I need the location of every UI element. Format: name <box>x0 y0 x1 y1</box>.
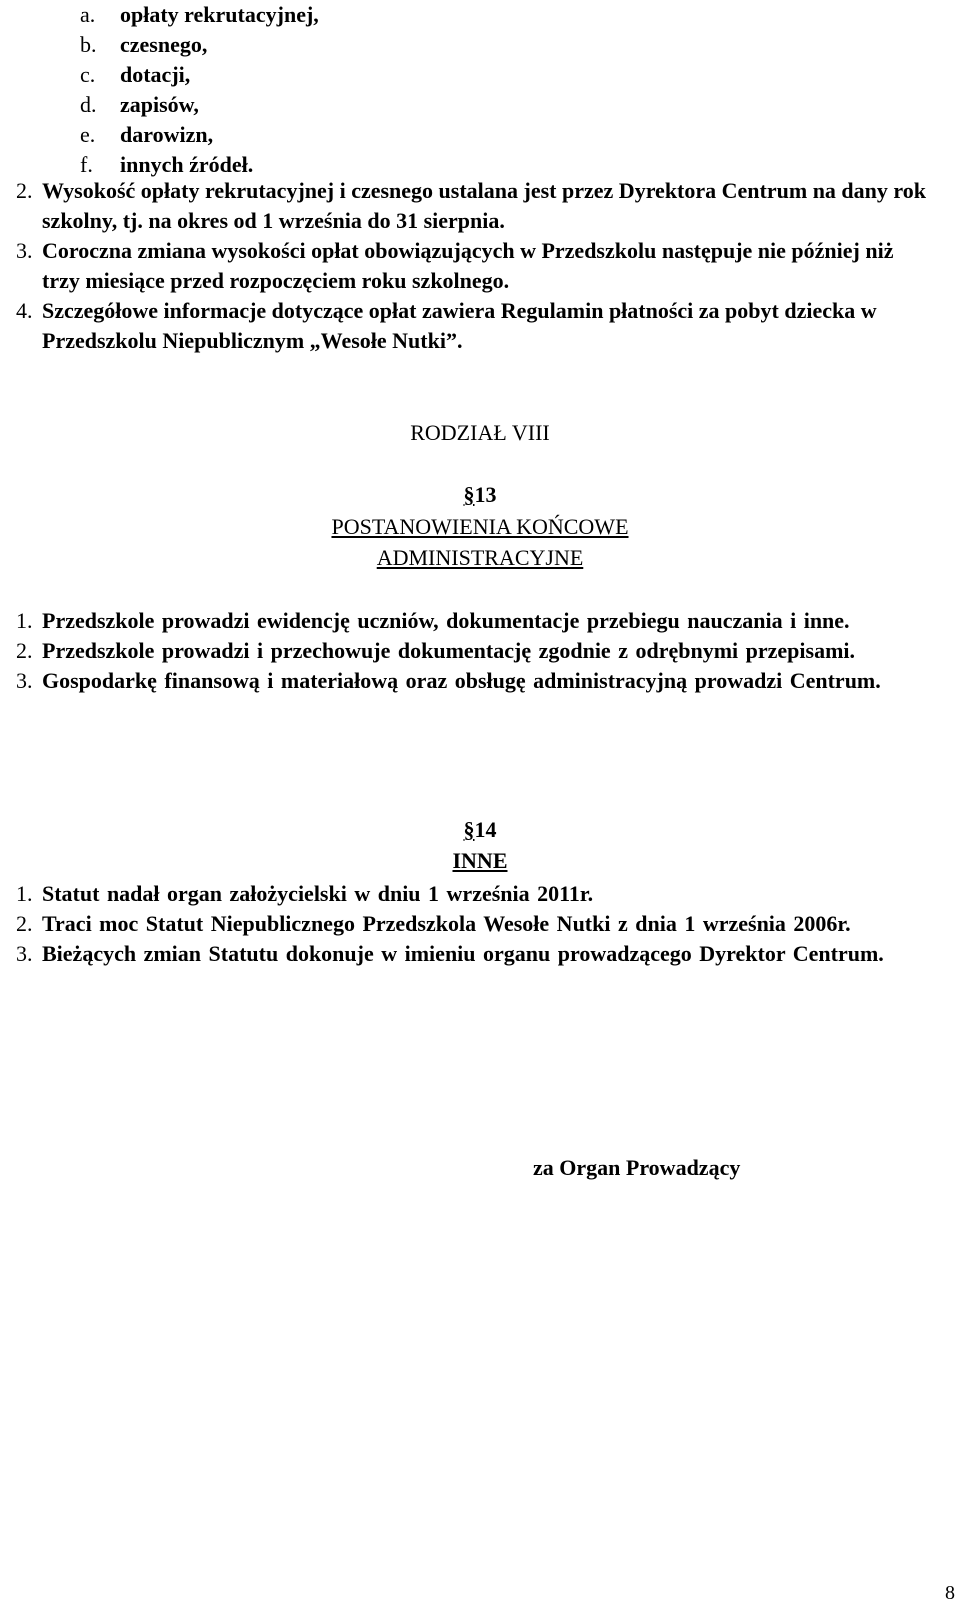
list-marker: 2. <box>16 911 33 936</box>
list-item-text: Bieżących zmian Statutu dokonuje w imieniu organu prowadzącego Dyrektor Centrum. <box>42 941 884 966</box>
list-marker: 3. <box>16 668 33 693</box>
list-item <box>80 90 900 120</box>
list-item <box>0 176 960 236</box>
list-item <box>0 909 960 939</box>
section-symbol: § <box>463 482 475 507</box>
list-item-text: dotacji, <box>120 62 191 87</box>
list-item <box>0 606 960 636</box>
list-item <box>0 666 960 696</box>
list-item <box>80 0 900 30</box>
list-marker: 1. <box>16 881 33 906</box>
final-provisions-list <box>0 606 960 696</box>
list-marker: 3. <box>16 238 33 263</box>
list-item-text: Szczegółowe informacje dotyczące opłat zawiera Regulamin płatności za pobyt dziecka w Przedszkolu Niepublicznym „Wesołe Nutki”. <box>42 298 877 353</box>
list-marker: 1. <box>16 608 33 633</box>
chapter-heading: RODZIAŁ VIII <box>410 420 550 445</box>
list-marker: 2. <box>16 638 33 663</box>
paragraph-13-subtitle: ADMINISTRACYJNE <box>376 545 584 570</box>
list-item-text: Statut nadał organ założycielski w dniu 1 września 2011r. <box>42 881 594 906</box>
list-item-text: Traci moc Statut Niepublicznego Przedszkola Wesołe Nutki z dnia 1 września 2006r. <box>42 911 851 936</box>
list-item-text: czesnego, <box>120 32 208 57</box>
list-item <box>0 296 960 356</box>
list-item-text: innych źródeł. <box>120 152 254 177</box>
list-item <box>80 60 900 90</box>
list-item <box>0 636 960 666</box>
list-marker: 2. <box>16 178 33 203</box>
list-item-text: Przedszkole prowadzi i przechowuje dokumentację zgodnie z odrębnymi przepisami. <box>42 638 856 663</box>
section-symbol: § <box>463 817 475 842</box>
list-item <box>80 30 900 60</box>
paragraph-14-title: INNE <box>452 848 508 873</box>
list-item <box>0 879 960 909</box>
list-marker: c. <box>80 62 96 87</box>
income-sources-list <box>80 0 900 180</box>
page-number: 8 <box>945 1582 955 1604</box>
list-item-text: Wysokość opłaty rekrutacyjnej i czesnego ustalana jest przez Dyrektora Centrum na dany rok szkolny, tj. na okres od 1 września do 31 sierpnia. <box>42 178 926 233</box>
paragraph-14-heading <box>0 817 960 843</box>
fees-list <box>0 176 960 356</box>
list-item-text: zapisów, <box>120 92 199 117</box>
paragraph-number: 14 <box>474 817 497 842</box>
list-item-text: darowizn, <box>120 122 214 147</box>
list-item-text: Gospodarkę finansową i materiałową oraz obsługę administracyjną prowadzi Centrum. <box>42 668 881 693</box>
list-marker: 3. <box>16 941 33 966</box>
list-marker: f. <box>80 152 93 177</box>
list-marker: b. <box>80 32 97 57</box>
list-item-text: opłaty rekrutacyjnej, <box>120 2 319 27</box>
other-provisions-list <box>0 879 960 969</box>
signature-line: za Organ Prowadzący <box>533 1155 741 1180</box>
list-item <box>0 236 960 296</box>
paragraph-13-heading <box>0 482 960 508</box>
list-item-text: Przedszkole prowadzi ewidencję uczniów, dokumentacje przebiegu nauczania i inne. <box>42 608 850 633</box>
paragraph-13-title: POSTANOWIENIA KOŃCOWE <box>331 514 629 539</box>
list-marker: a. <box>80 2 96 27</box>
list-marker: 4. <box>16 298 33 323</box>
list-marker: d. <box>80 92 97 117</box>
list-item-text: Coroczna zmiana wysokości opłat obowiązujących w Przedszkolu następuje nie później niż trzy miesiące przed rozpoczęciem roku szkolnego. <box>42 238 894 293</box>
list-item <box>0 939 960 969</box>
list-marker: e. <box>80 122 96 147</box>
list-item <box>80 120 900 150</box>
paragraph-number: 13 <box>474 482 497 507</box>
